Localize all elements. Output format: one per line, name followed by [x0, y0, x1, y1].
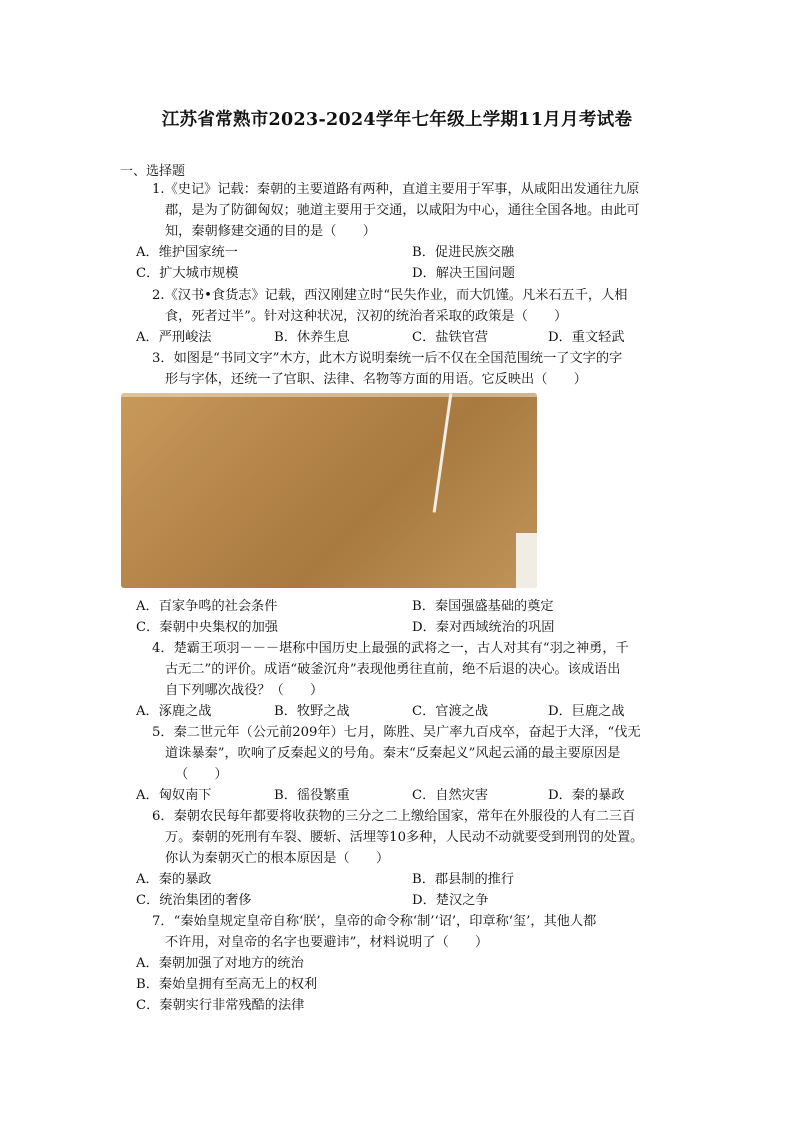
- q1-line-3: 知，秦朝修建交通的目的是（ ）: [165, 224, 376, 239]
- q5-option-b[interactable]: B．徭役繁重: [274, 788, 350, 803]
- q5-line-3: （ ）: [175, 767, 228, 782]
- q3-option-c[interactable]: C．秦朝中央集权的加强: [136, 620, 278, 635]
- q6-option-c[interactable]: C．统治集团的奢侈: [136, 893, 252, 908]
- tablet-edge: [121, 393, 537, 397]
- section-heading: 一、选择题: [120, 164, 186, 179]
- q6-line-3: 你认为秦朝灭亡的根本原因是（ ）: [165, 851, 390, 866]
- q3-line-2: 形与字体，还统一了官职、法律、名物等方面的用语。它反映出（ ）: [165, 372, 587, 387]
- wooden-tablet-image: [121, 393, 537, 588]
- q7-line-2: 不许用，对皇帝的名字也要避讳”，材料说明了（ ）: [165, 935, 489, 950]
- q4-line-3: 自下列哪次战役？（ ）: [165, 683, 324, 698]
- q2-option-c[interactable]: C．盐铁官营: [412, 330, 489, 345]
- page-title: 江苏省常熟市2023-2024学年七年级上学期11月月考试卷: [161, 110, 633, 130]
- q2-line-1: 2.《汉书•食货志》记载，西汉刚建立时“民失作业，而大饥馑。凡米石五千，人相: [152, 288, 628, 303]
- q1-option-d[interactable]: D．解决王国问题: [412, 266, 515, 281]
- q1-line-1: 1.《史记》记载：秦朝的主要道路有两种，直道主要用于军事，从咸阳出发通往九原: [152, 182, 640, 197]
- q6-line-1: 6．秦朝农民每年都要将收获物的三分之二上缴给国家，常年在外服役的人有二三百: [152, 809, 636, 824]
- q7-option-a[interactable]: A．秦朝加强了对地方的统治: [136, 956, 304, 971]
- q6-line-2: 万。秦朝的死刑有车裂、腰斩、活埋等10多种，人民动不动就要受到刑罚的处置。: [165, 830, 644, 845]
- q4-option-b[interactable]: B．牧野之战: [274, 704, 350, 719]
- q3-option-a[interactable]: A．百家争鸣的社会条件: [136, 599, 278, 614]
- q3-option-d[interactable]: D．秦对西域统治的巩固: [412, 620, 555, 635]
- q5-option-c[interactable]: C．自然灾害: [412, 788, 489, 803]
- q1-option-b[interactable]: B．促进民族交融: [412, 245, 515, 260]
- tablet-crack: [433, 393, 453, 512]
- tablet-notch: [516, 533, 537, 588]
- q3-line-1: 3．如图是“书同文字”木方，此木方说明秦统一后不仅在全国范围统一了文字的字: [152, 351, 623, 366]
- q6-option-a[interactable]: A．秦的暴政: [136, 872, 212, 887]
- q7-option-c[interactable]: C．秦朝实行非常残酷的法律: [136, 998, 305, 1013]
- q2-option-d[interactable]: D．重文轻武: [548, 330, 625, 345]
- q6-option-b[interactable]: B．郡县制的推行: [412, 872, 515, 887]
- q1-line-2: 郡，是为了防御匈奴；驰道主要用于交通，以咸阳为中心，通往全国各地。由此可: [165, 203, 640, 218]
- q4-option-d[interactable]: D．巨鹿之战: [548, 704, 625, 719]
- q2-line-2: 食，死者过半”。针对这种状况，汉初的统治者采取的政策是（ ）: [165, 309, 568, 324]
- q2-option-a[interactable]: A．严刑峻法: [136, 330, 212, 345]
- q1-option-c[interactable]: C．扩大城市规模: [136, 266, 239, 281]
- q2-option-b[interactable]: B．休养生息: [274, 330, 350, 345]
- q7-option-b[interactable]: B．秦始皇拥有至高无上的权利: [136, 977, 318, 992]
- q1-option-a[interactable]: A．维护国家统一: [136, 245, 238, 260]
- q3-option-b[interactable]: B．秦国强盛基础的奠定: [412, 599, 554, 614]
- q5-option-d[interactable]: D．秦的暴政: [548, 788, 625, 803]
- q4-line-2: 古无二”的评价。成语“破釜沉舟”表现他勇往直前，绝不后退的决心。该成语出: [165, 662, 621, 677]
- q4-option-a[interactable]: A．涿鹿之战: [136, 704, 212, 719]
- tablet-writing: [131, 399, 141, 582]
- q6-option-d[interactable]: D．楚汉之争: [412, 893, 489, 908]
- q4-line-1: 4．楚霸王项羽－－－堪称中国历史上最强的武将之一，古人对其有“羽之神勇，千: [152, 641, 629, 656]
- q5-line-2: 道诛暴秦”，吹响了反秦起义的号角。秦末“反秦起义”风起云涌的最主要原因是: [165, 746, 621, 761]
- q5-option-a[interactable]: A．匈奴南下: [136, 788, 212, 803]
- q5-line-1: 5．秦二世元年（公元前209年）七月，陈胜、吴广率九百戍卒，奋起于大泽，“伐无: [152, 725, 641, 740]
- q4-option-c[interactable]: C．官渡之战: [412, 704, 489, 719]
- q7-line-1: 7．“秦始皇规定皇帝自称‘朕’，皇帝的命令称‘制’‘诏’，印章称‘玺’，其他人都: [152, 914, 597, 929]
